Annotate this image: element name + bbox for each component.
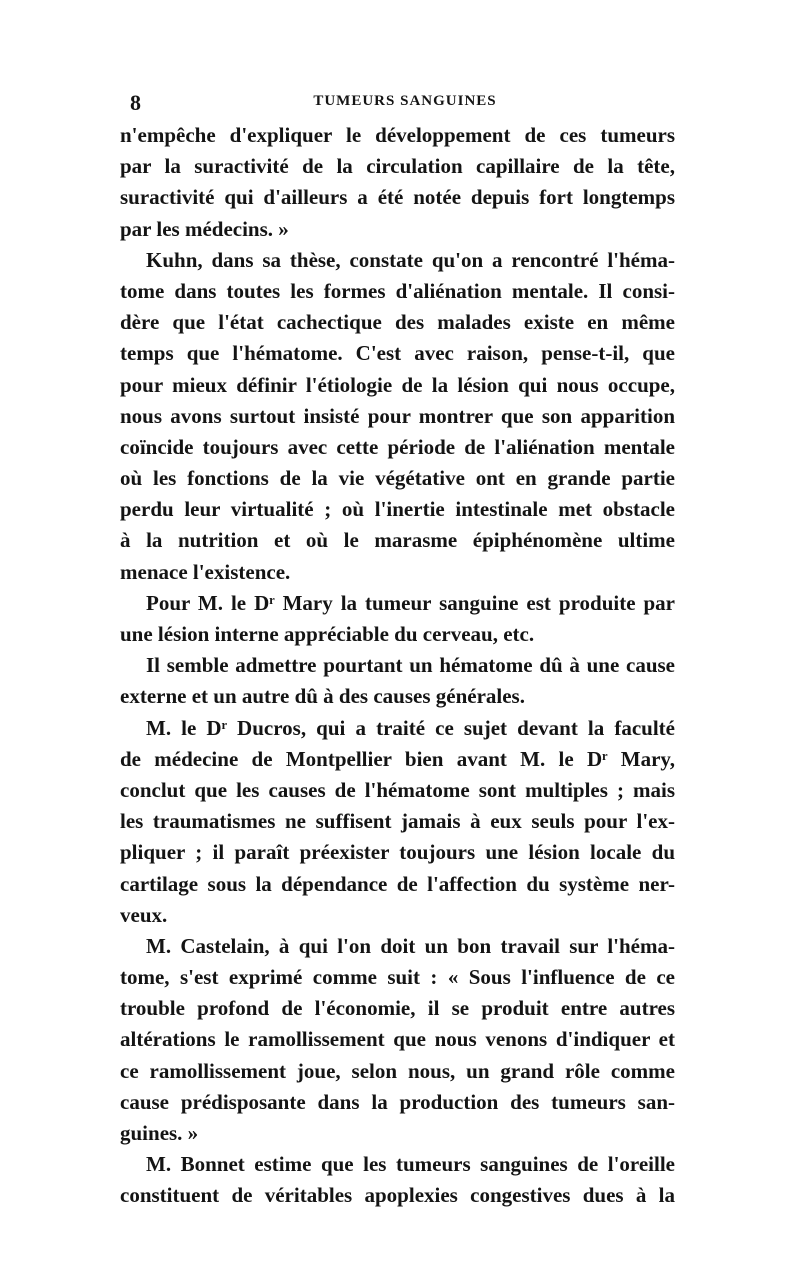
text-line: tome, s'est exprimé comme suit : « Sous l'influence de ce <box>120 965 675 990</box>
text-line: cartilage sous la dépendance de l'affection du système ner- <box>120 871 675 896</box>
text-line: ce ramollissement joue, selon nous, un grand rôle comme <box>120 1058 675 1083</box>
text-line: altérations le ramollissement que nous venons d'indiquer et <box>120 1027 675 1052</box>
page-number: 8 <box>130 90 141 115</box>
text-line: coïncide toujours avec cette période de l'aliénation mentale <box>120 434 675 459</box>
text-line: guines. » <box>120 1121 199 1145</box>
text-line: menace l'existence. <box>120 559 291 584</box>
text-line: tome dans toutes les formes d'aliénation mentale. Il consi- <box>120 278 675 303</box>
text-line: à la nutrition et où le marasme épiphénomène ultime <box>120 528 675 553</box>
text-line: veux. <box>120 902 168 927</box>
text-line: dère que l'état cachectique des malades existe en même <box>120 310 675 335</box>
text-line: suractivité qui d'ailleurs a été notée depuis fort longtemps <box>120 185 675 210</box>
running-title: TUMEURS SANGUINES <box>313 93 497 109</box>
text-line: pliquer ; il paraît préexister toujours une lésion locale du <box>120 840 675 865</box>
text-line: pour mieux définir l'étiologie de la lésion qui nous occupe, <box>120 372 675 397</box>
text-line: M. Castelain, à qui l'on doit un bon travail sur l'héma- <box>146 933 675 958</box>
text-line: Kuhn, dans sa thèse, constate qu'on a rencontré l'héma- <box>146 247 675 272</box>
text-line: où les fonctions de la vie végétative ont en grande partie <box>120 466 675 491</box>
text-line: cause prédisposante dans la production des tumeurs san- <box>120 1089 675 1114</box>
text-line: les traumatismes ne suffisent jamais à eux seuls pour l'ex- <box>120 809 675 834</box>
text-line: constituent de véritables apoplexies congestives dues à la <box>120 1183 675 1208</box>
text-line: externe et un autre dû à des causes générales. <box>120 684 525 709</box>
text-line: une lésion interne appréciable du cerveau, etc. <box>120 622 535 646</box>
text-line: M. Bonnet estime que les tumeurs sanguines de l'oreille <box>146 1152 675 1177</box>
text-line: par les médecins. » <box>120 216 289 241</box>
text-line: Il semble admettre pourtant un hématome dû à une cause <box>146 653 675 678</box>
text-line: de médecine de Montpellier bien avant M. le Dʳ Mary, <box>120 746 675 771</box>
text-line: trouble profond de l'économie, il se produit entre autres <box>120 996 675 1021</box>
body-text <box>120 120 675 1212</box>
page-header <box>130 90 680 120</box>
text-line: conclut que les causes de l'hématome sont multiples ; mais <box>120 777 675 802</box>
text-line: par la suractivité de la circulation capillaire de la tête, <box>120 154 675 179</box>
text-line: nous avons surtout insisté pour montrer que son apparition <box>120 403 675 428</box>
text-line: M. le Dʳ Ducros, qui a traité ce sujet devant la faculté <box>146 715 675 740</box>
text-line: temps que l'hématome. C'est avec raison, pense-t-il, que <box>120 341 675 366</box>
text-line: n'empêche d'expliquer le développement de ces tumeurs <box>120 123 675 147</box>
text-line: perdu leur virtualité ; où l'inertie intestinale met obstacle <box>120 497 675 522</box>
text-line: Pour M. le Dʳ Mary la tumeur sanguine est produite par <box>146 590 675 615</box>
